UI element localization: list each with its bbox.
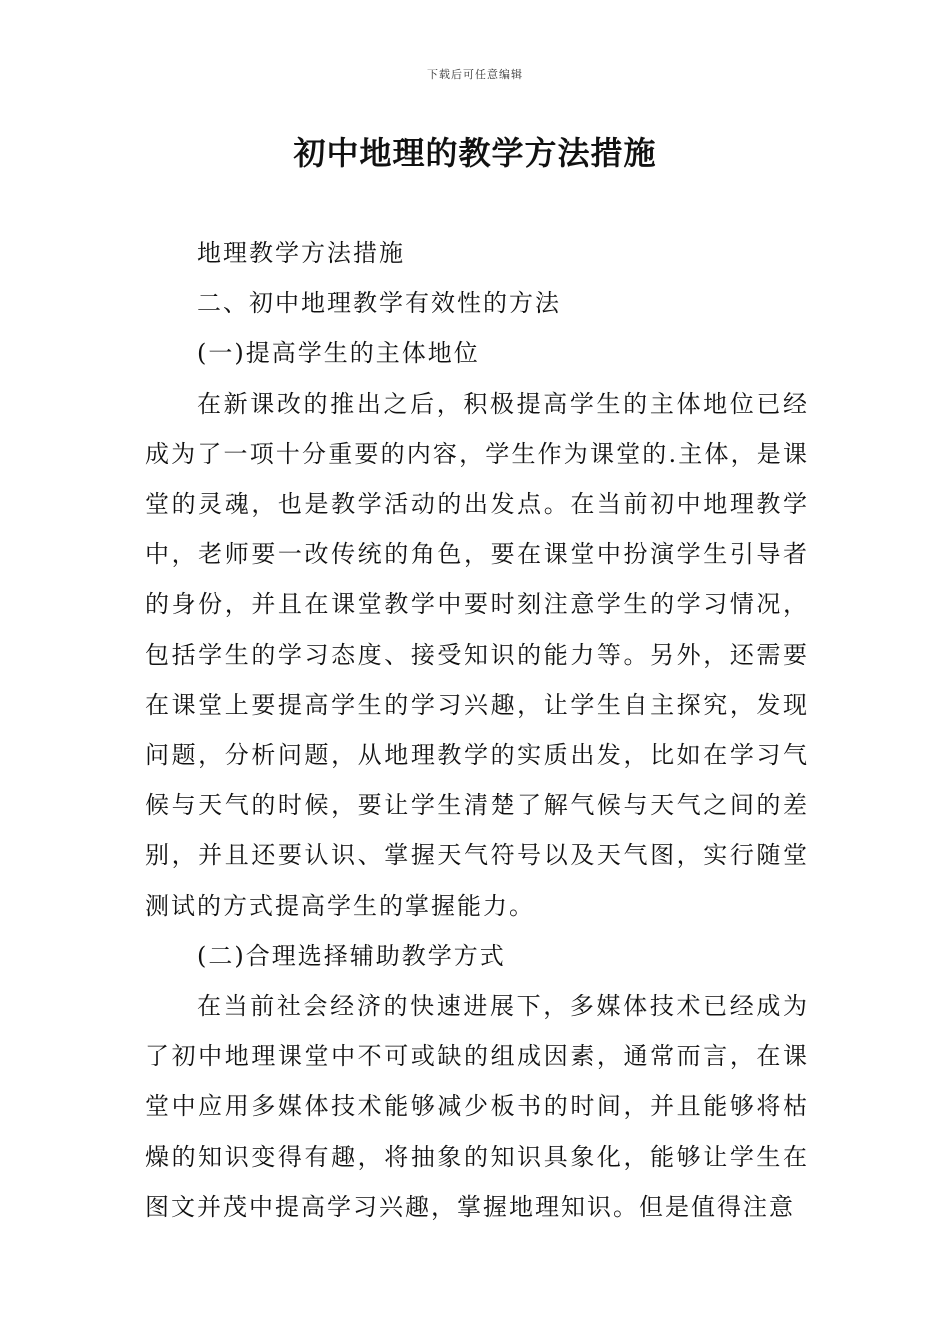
document-body xyxy=(145,228,809,1232)
paragraph-section-heading: 二、初中地理教学有效性的方法 xyxy=(197,289,561,318)
header-note: 下载后可任意编辑 xyxy=(427,68,523,81)
paragraph-body-1: 在新课改的推出之后，积极提高学生的主体地位已经成为了一项十分重要的内容，学生作为课堂的.主体，是课堂的灵魂，也是教学活动的出发点。在当前初中地理教学中，老师要一改传统的角色，要在课堂中扮演学生引导者的身份，并且在课堂教学中要时刻注意学生的学习情况，包括学生的学习态度、接受知识的能力等。另外，还需要在课堂上要提高学生的学习兴趣，让学生自主探究，发现问题，分析问题，从地理教学的实质出发，比如在学习气候与天气的时候，要让学生清楚了解气候与天气之间的差别，并且还要认识、掌握天气符号以及天气图，实行随堂测试的方式提高学生的掌握能力。 xyxy=(145,389,809,920)
paragraph-body-2: 在当前社会经济的快速进展下，多媒体技术已经成为了初中地理课堂中不可或缺的组成因素，通常而言，在课堂中应用多媒体技术能够减少板书的时间，并且能够将枯燥的知识变得有趣，将抽象的知识具象化，能够让学生在图文并茂中提高学习兴趣，掌握地理知识。但是值得注意 xyxy=(145,992,809,1221)
paragraph-subtitle: 地理教学方法措施 xyxy=(197,239,405,267)
paragraph-subheading-1: (一)提高学生的主体地位 xyxy=(197,339,480,368)
paragraph-subheading-2: (二)合理选择辅助教学方式 xyxy=(197,941,506,970)
document-title: 初中地理的教学方法措施 xyxy=(293,134,657,172)
